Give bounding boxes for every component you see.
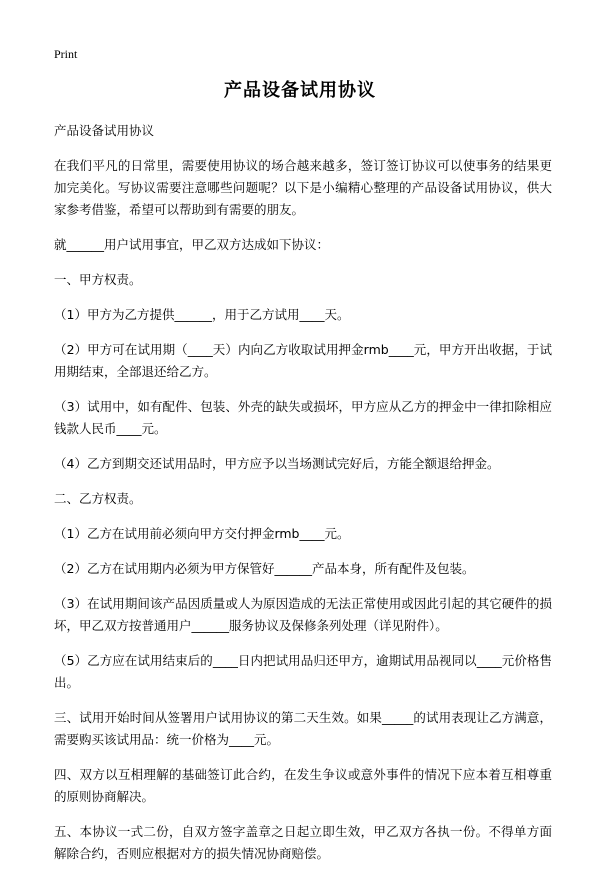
section-heading-party-b: 二、乙方权责。 [54, 491, 142, 506]
clause-a1: （1）甲方为乙方提供______，用于乙方试用____天。 [54, 307, 350, 322]
clause-5: 五、本协议一式二份，自双方签字盖章之日起立即生效，甲乙双方各执一份。不得单方面解除合约，否则应根据对方的损失情况协商赔偿。 [54, 824, 552, 861]
document-title: 产品设备试用协议 [224, 80, 376, 101]
clause-4: 四、双方以互相理解的基础签订此合约，在发生争议或意外事件的情况下应本着互相尊重的原则协商解决。 [54, 767, 552, 804]
document-body [54, 120, 552, 878]
subtitle-paragraph: 产品设备试用协议 [54, 123, 155, 138]
clause-b2: （2）乙方在试用期内必须为甲方保管好______产品本身，所有配件及包装。 [54, 561, 475, 576]
clause-b1: （1）乙方在试用前必须向甲方交付押金rmb____元。 [54, 526, 350, 541]
print-link[interactable]: Print [54, 47, 78, 61]
section-heading-party-a: 一、甲方权责。 [54, 272, 142, 287]
clause-a2: （2）甲方可在试用期（____天）内向乙方收取试用押金rmb____元，甲方开出收据，于试用期结束，全部退还给乙方。 [54, 342, 552, 379]
clause-a4: （4）乙方到期交还试用品时，甲方应予以当场测试完好后，方能全额退给押金。 [54, 456, 500, 471]
clause-b5: （5）乙方应在试用结束后的____日内把试用品归还甲方，逾期试用品视同以____元价格售出。 [54, 653, 552, 690]
clause-3: 三、试用开始时间从签署用户试用协议的第二天生效。如果_____的试用表现让乙方满意，需要购买该试用品：统一价格为____元。 [54, 710, 552, 747]
clause-b3: （3）在试用期间该产品因质量或人为原因造成的无法正常使用或因此引起的其它硬件的损坏，甲乙双方按普通用户______服务协议及保修条列处理（详见附件）。 [54, 596, 552, 633]
clause-a3: （3）试用中，如有配件、包装、外壳的缺失或损坏，甲方应从乙方的押金中一律扣除相应钱款人民币____元。 [54, 399, 552, 436]
agreement-opening: 就______用户试用事宜，甲乙双方达成如下协议： [54, 237, 330, 252]
intro-paragraph: 在我们平凡的日常里，需要使用协议的场合越来越多，签订签订协议可以使事务的结果更加完美化。写协议需要注意哪些问题呢？以下是小编精心整理的产品设备试用协议，供大家参考借鉴，希望可以帮助到有需要的朋友。 [54, 158, 552, 217]
